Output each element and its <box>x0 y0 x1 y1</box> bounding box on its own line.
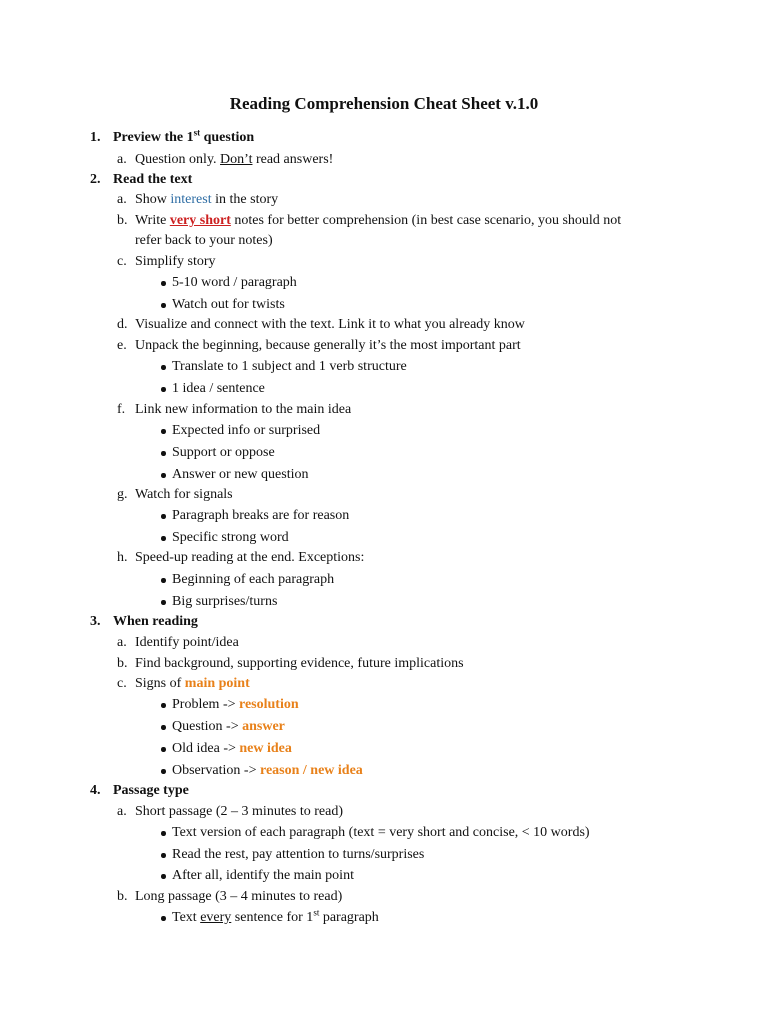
bullet-item: Expected info or surprised <box>172 423 321 438</box>
item-letter: b. <box>117 656 128 671</box>
section-number: 4. <box>90 783 101 798</box>
item-text: Watch for signals <box>135 487 233 502</box>
bullet-item: Question -> answer <box>172 719 285 734</box>
bullet-item: Support or oppose <box>172 445 275 460</box>
item-text: Show interest in the story <box>135 192 279 207</box>
bullet-item: Text every sentence for 1st paragraph <box>172 907 379 925</box>
item-text-continued: refer back to your notes) <box>135 233 273 248</box>
section-title: Passage type <box>113 783 189 798</box>
bullet-item: 5-10 word / paragraph <box>172 275 297 290</box>
item-letter: a. <box>117 152 127 167</box>
section-number: 2. <box>90 172 101 187</box>
item-text: Link new information to the main idea <box>135 402 352 417</box>
bullet-item: Answer or new question <box>172 467 309 482</box>
item-letter: b. <box>117 889 128 904</box>
item-letter: a. <box>117 804 127 819</box>
item-text: Speed-up reading at the end. Exceptions: <box>135 550 365 565</box>
bullet-item: Beginning of each paragraph <box>172 572 335 587</box>
item-text: Visualize and connect with the text. Link it to what you already know <box>135 317 525 332</box>
bullet-item: Watch out for twists <box>172 297 285 312</box>
item-text: Find background, supporting evidence, future implications <box>135 656 464 671</box>
bullet-item: Big surprises/turns <box>172 594 278 609</box>
bullet-item: Observation -> reason / new idea <box>172 763 363 778</box>
bullet-item: Old idea -> new idea <box>172 741 292 756</box>
item-text: Write very short notes for better comprehension (in best case scenario, you should not <box>135 213 622 228</box>
item-letter: b. <box>117 213 128 228</box>
item-text: Simplify story <box>135 254 216 269</box>
bullet-item: Problem -> resolution <box>172 697 299 712</box>
item-letter: c. <box>117 676 127 691</box>
item-letter: g. <box>117 487 128 502</box>
bullet-item: Translate to 1 subject and 1 verb structure <box>172 359 407 374</box>
section-title: Preview the 1st question <box>113 127 255 145</box>
bullet-item: Paragraph breaks are for reason <box>172 508 350 523</box>
item-text: Identify point/idea <box>135 635 239 650</box>
bullet-item: Text version of each paragraph (text = very short and concise, < 10 words) <box>172 825 590 840</box>
item-letter: c. <box>117 254 127 269</box>
item-text: Short passage (2 – 3 minutes to read) <box>135 804 344 819</box>
item-letter: f. <box>117 402 126 417</box>
item-letter: e. <box>117 338 127 353</box>
item-letter: a. <box>117 192 127 207</box>
bullet-item: Specific strong word <box>172 530 289 545</box>
bullet-item: After all, identify the main point <box>172 868 354 883</box>
bullet-item: Read the rest, pay attention to turns/surprises <box>172 847 425 862</box>
item-text: Unpack the beginning, because generally it’s the most important part <box>135 338 521 353</box>
item-letter: a. <box>117 635 127 650</box>
item-text: Long passage (3 – 4 minutes to read) <box>135 889 343 904</box>
section-number: 3. <box>90 614 101 629</box>
item-text: Question only. Don’t read answers! <box>135 152 334 167</box>
section-title: Read the text <box>113 172 193 187</box>
item-text: Signs of main point <box>135 676 250 691</box>
document-title: Reading Comprehension Cheat Sheet v.1.0 <box>229 94 539 113</box>
item-letter: h. <box>117 550 128 565</box>
item-letter: d. <box>117 317 128 332</box>
section-number: 1. <box>90 130 101 145</box>
bullet-item: 1 idea / sentence <box>172 381 265 396</box>
section-title: When reading <box>113 614 198 629</box>
